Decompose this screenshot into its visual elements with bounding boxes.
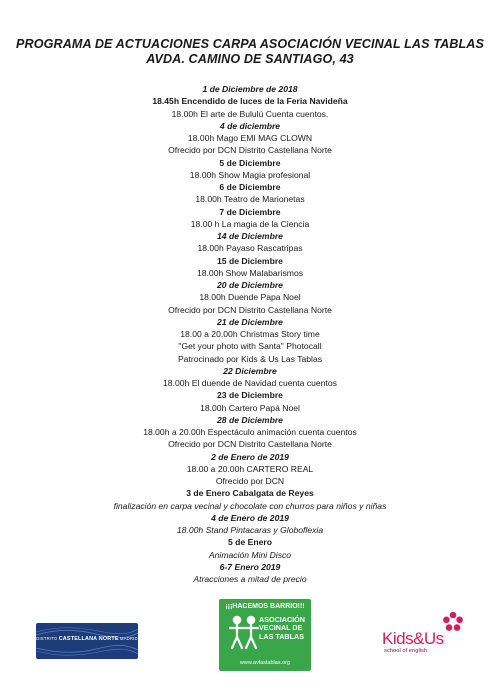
program-date-heading: 2 de Enero de 2019: [211, 451, 289, 462]
program-event-line: 18.00h Teatro de Marionetas: [195, 194, 305, 205]
program-event-line: 18.00h Mago EMI MAG CLOWN: [187, 133, 313, 143]
program-event-line: 18.00h Duende Papa Noel: [199, 292, 301, 303]
sponsor-logos: [0, 597, 500, 677]
program-event-line: 18.00h Cartero Papá Noel: [200, 402, 300, 413]
asociacion-slogan: ¡¡¡HACEMOS BARRIO!!!: [225, 603, 305, 610]
program-date-heading: 4 de Enero de 2019: [211, 512, 289, 523]
program-date-heading: 5 de Enero: [228, 537, 272, 548]
program-date-heading: 6-7 Enero 2019: [219, 561, 281, 572]
program-event-line: 18.00h Show Magia profesional: [189, 169, 311, 180]
program-event-line: 18.00h Stand Pintacaras y Globoflexia: [176, 525, 324, 535]
program-event-line: 18.00 a 20.00h Christmas Story time: [180, 329, 320, 339]
program-list: [0, 83, 500, 585]
program-date-heading: 15 de Diciembre: [217, 255, 283, 266]
program-event-line: Patrocinado por Kids & Us Las Tablas: [177, 353, 323, 364]
document-title: PROGRAMA DE ACTUACIONES CARPA ASOCIACIÓN VECINAL LAS TABLAS: [16, 37, 484, 51]
program-event-line: Ofrecido por DCN Distrito Castellana Norte: [168, 145, 332, 156]
program-date-heading: 20 de Diciembre: [217, 280, 283, 290]
program-date-heading: 6 de Diciembre: [219, 182, 281, 192]
asociacion-url: www.avlastablas.org: [239, 660, 291, 666]
program-event-line: 18.00h Payaso Rascatripas: [197, 243, 303, 254]
program-date-heading: 23 de Diciembre: [217, 390, 283, 401]
dcn-name: CASTELLANA NORTE: [58, 636, 119, 642]
program-event-line: finalización en carpa vecinal y chocolate con churros para niños y niñas: [113, 500, 387, 511]
program-date-heading: 18.45h Encendido de luces de la Feria Navideña: [152, 96, 348, 107]
program-event-line: 18.00h El arte de Bululú Cuenta cuentos.: [171, 108, 329, 119]
program-event-line: Atracciones a mitad de precio: [193, 574, 307, 584]
kids-and-us-tagline: school of english: [384, 648, 428, 654]
flower-icon: [442, 611, 464, 633]
program-date-heading: 28 de Diciembre: [217, 414, 283, 425]
program-event-line: "Get your photo with Santa" Photocall: [178, 341, 322, 352]
asociacion-name-line: LAS TABLAS: [259, 631, 304, 641]
program-date-heading: 14 de Diciembre: [217, 231, 283, 241]
program-date-heading: 4 de diciembre: [219, 120, 281, 131]
program-date-heading: 21 de Diciembre: [217, 316, 283, 327]
program-event-line: Ofrecido por DCN Distrito Castellana Norte: [168, 304, 332, 315]
program-event-line: 18.00 h La magia de la Ciencia: [190, 218, 310, 229]
program-date-heading: 3 de Enero Cabalgata de Reyes: [186, 488, 314, 499]
document-header: [0, 0, 500, 67]
program-date-heading: 22 Diciembre: [223, 365, 277, 376]
asociacion-name-line: ASOCIACIÓN: [259, 615, 305, 624]
program-date-heading: 1 de Diciembre de 2018: [202, 84, 298, 94]
program-event-line: 18.00h Show Malabarismos: [196, 267, 304, 278]
program-date-heading: 7 de Diciembre: [219, 206, 281, 217]
program-event-line: Animación Mini Disco: [208, 549, 292, 560]
program-event-line: Ofrecido por DCN Distrito Castellana Norte: [168, 439, 332, 450]
kids-and-us-logo: [382, 611, 474, 657]
dcn-logo: [36, 623, 138, 659]
program-event-line: 18.00h a 20.00h Espectáculo animación cuenta cuentos: [143, 427, 357, 437]
program-event-line: 18.00 a 20.00h CARTERO REAL: [186, 463, 314, 474]
program-date-heading: 5 de Diciembre: [219, 157, 281, 168]
asociacion-vecinal-logo: [219, 599, 311, 671]
dcn-prefix: DISTRITO: [36, 636, 58, 641]
people-figures-icon: [229, 615, 259, 653]
program-event-line: 18.00h El duende de Navidad cuenta cuentos: [163, 378, 337, 388]
document-address: AVDA. CAMINO DE SANTIAGO, 43: [146, 52, 354, 66]
program-event-line: Ofrecido por DCN: [215, 476, 285, 486]
asociacion-name-line: VECINAL DE: [259, 623, 303, 633]
kids-and-us-name: Kids&Us: [382, 629, 444, 648]
asociacion-name: [259, 616, 305, 641]
dcn-suffix: MADRID: [120, 636, 138, 641]
